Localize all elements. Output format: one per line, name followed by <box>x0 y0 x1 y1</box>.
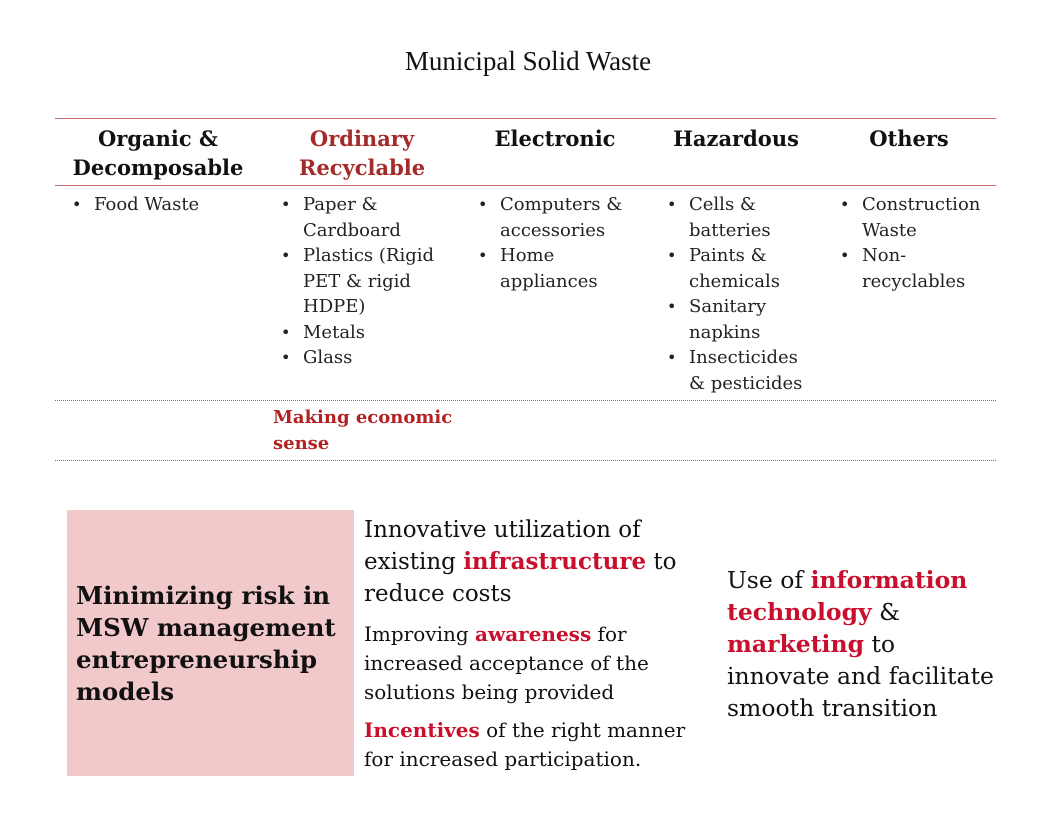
column-heading-recyclable <box>262 124 462 182</box>
incentives-point <box>364 716 709 774</box>
highlight-information-technology: information technology <box>727 566 968 626</box>
list-item: • Non-recyclables <box>830 243 972 294</box>
text-run: Innovative utilization of existing <box>364 517 641 575</box>
top-rule <box>55 118 996 119</box>
text-run: Improving <box>364 622 476 646</box>
highlight-infrastructure: infrastructure <box>463 548 647 575</box>
text-run: for increased acceptance of the solutions being provided <box>364 622 649 704</box>
heading-line: Hazardous <box>673 126 799 151</box>
highlight-awareness: awareness <box>475 622 592 646</box>
heading-line: Decomposable <box>72 155 244 180</box>
heading-line: Recyclable <box>298 155 426 180</box>
list-item: • Home appliances <box>468 243 615 294</box>
recyclable-list <box>271 192 451 371</box>
heading-line: Organic & <box>98 126 218 151</box>
economic-sense-note: Making economic sense <box>273 407 453 454</box>
technology-point <box>727 564 1002 724</box>
header-rule <box>55 185 996 186</box>
page-title: Municipal Solid Waste <box>404 46 652 76</box>
electronic-list <box>468 192 643 294</box>
text-run: Use of <box>727 566 811 594</box>
list-item: • Construction Waste <box>830 192 992 243</box>
list-item: • Food Waste <box>62 192 252 218</box>
list-item: • Metals <box>271 320 451 346</box>
list-item: • Computers & accessories <box>468 192 630 243</box>
column-heading-organic <box>58 124 258 182</box>
column-heading-hazardous <box>646 124 826 153</box>
column-heading-electronic <box>460 124 650 153</box>
list-item: • Insecticides & pesticides <box>657 345 809 396</box>
text-run: of the right manner for increased participation. <box>364 718 686 771</box>
column-heading-others <box>830 124 988 153</box>
risk-box-text: Minimizing risk in MSW management entrepreneurship models <box>76 581 336 706</box>
text-run: to innovate and facilitate smooth transition <box>727 630 994 722</box>
list-item: • Plastics (Rigid PET & rigid HDPE) <box>271 243 448 320</box>
heading-line: Electronic <box>494 126 616 151</box>
awareness-point <box>364 620 709 707</box>
hazardous-list <box>657 192 827 396</box>
list-item: • Sanitary napkins <box>657 294 784 345</box>
list-item: • Glass <box>271 345 451 371</box>
list-item: • Cells & batteries <box>657 192 779 243</box>
others-list <box>830 192 995 294</box>
organic-list <box>62 192 252 218</box>
highlight-marketing: marketing <box>727 630 865 658</box>
highlight-incentives: Incentives <box>364 718 480 742</box>
heading-line: Others <box>869 126 949 151</box>
infrastructure-point <box>364 514 709 610</box>
heading-line: Ordinary <box>309 126 415 151</box>
text-run: to reduce costs <box>364 549 677 607</box>
text-run: & <box>871 598 901 626</box>
dotted-rule-upper <box>55 400 996 401</box>
dotted-rule-lower <box>55 460 996 461</box>
list-item: • Paper & Cardboard <box>271 192 413 243</box>
list-item: • Paints & chemicals <box>657 243 799 294</box>
